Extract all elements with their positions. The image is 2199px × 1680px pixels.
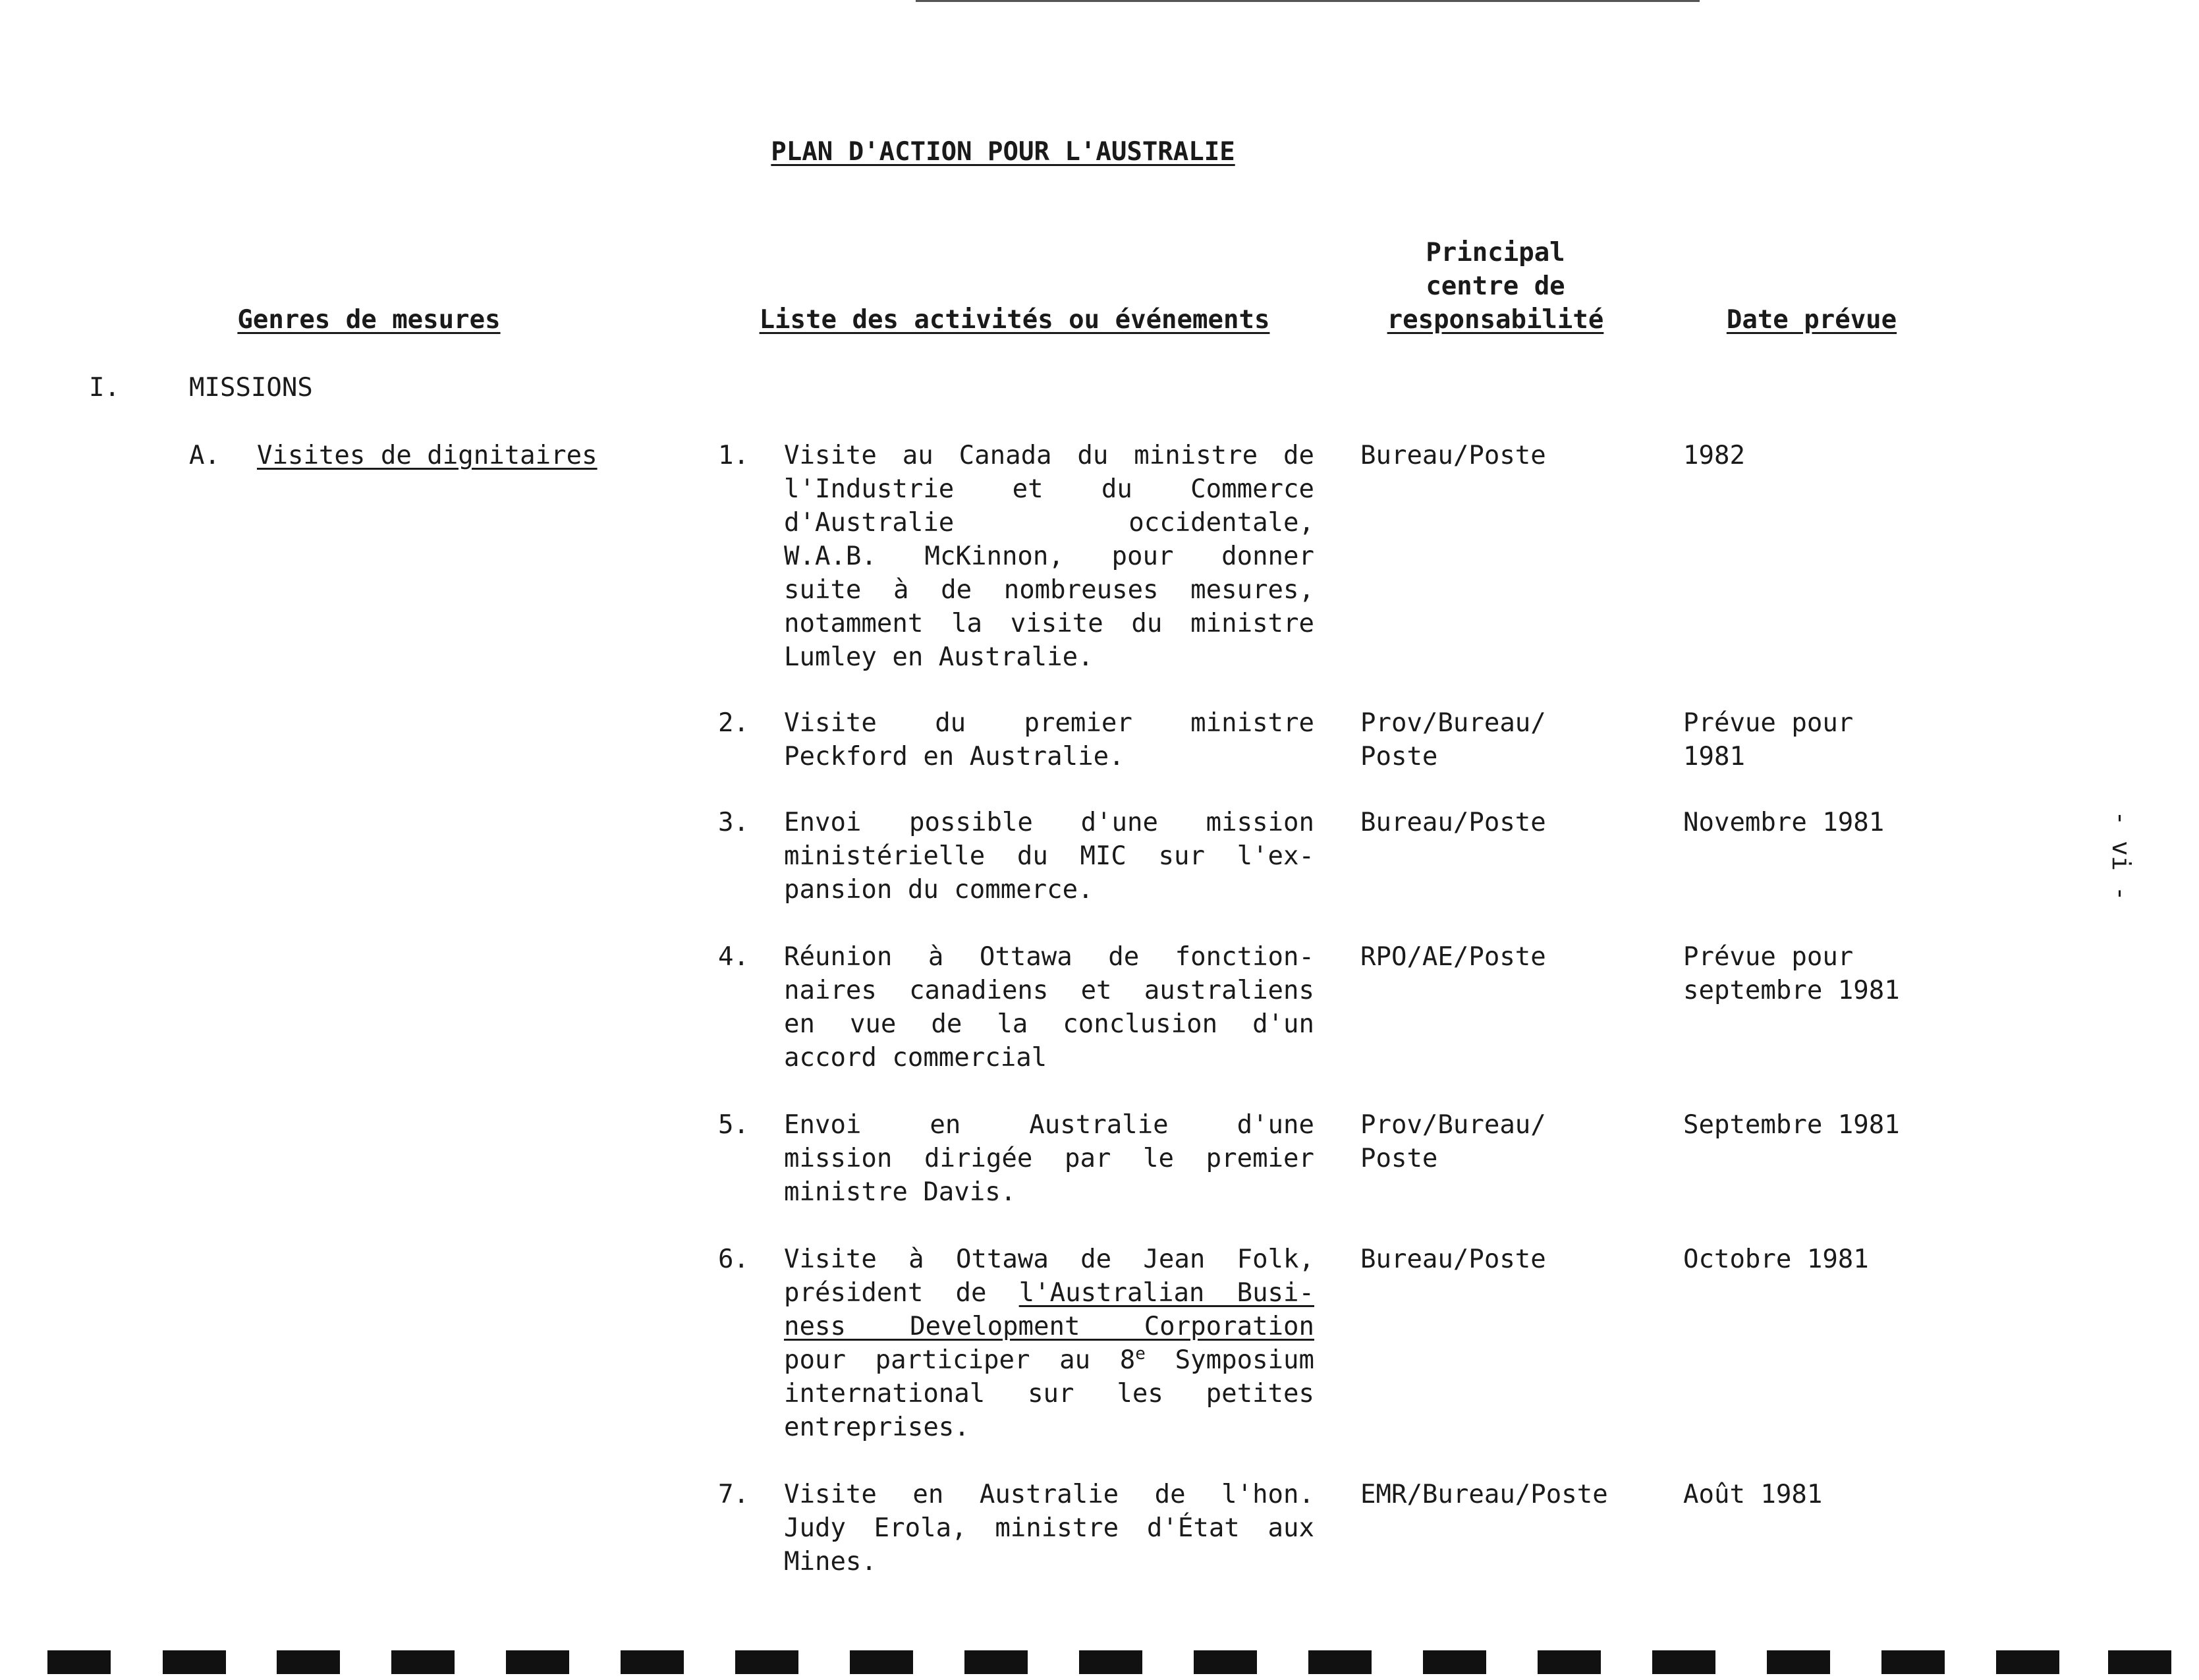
item-line: Visite en Australie de l'hon. xyxy=(784,1480,1314,1509)
date-line: Octobre 1981 xyxy=(1683,1245,1869,1274)
header-responsabilite xyxy=(1344,236,1647,337)
responsibility-line: Bureau/Poste xyxy=(1360,808,1546,837)
item-date xyxy=(1683,1243,1960,1276)
item-line: en vue de la conclusion d'un xyxy=(784,1009,1314,1039)
item-line: ministre Davis. xyxy=(784,1177,1016,1207)
responsibility-line: Prov/Bureau/ xyxy=(1360,708,1546,738)
header-date xyxy=(1686,303,1937,337)
border-dash xyxy=(735,1650,798,1674)
item-line: l'Industrie et du Commerce xyxy=(784,474,1314,504)
item-text xyxy=(784,1108,1314,1209)
border-dash xyxy=(850,1650,913,1674)
item-line: entreprises. xyxy=(784,1413,970,1442)
item-line: W.A.B. McKinnon, pour donner xyxy=(784,542,1314,571)
item-line: mission dirigée par le premier xyxy=(784,1144,1314,1173)
item-text xyxy=(784,940,1314,1075)
border-dash xyxy=(621,1650,684,1674)
responsibility-line: Poste xyxy=(1360,1144,1438,1173)
item-line: ministérielle du MIC sur l'ex- xyxy=(784,841,1314,871)
date-line: Août 1981 xyxy=(1683,1480,1823,1509)
date-line: 1982 xyxy=(1683,441,1745,470)
item-line: Lumley en Australie. xyxy=(784,642,1094,672)
item-line: Visite au Canada du ministre de xyxy=(784,441,1314,470)
item-line: Mines. xyxy=(784,1547,877,1577)
item-text xyxy=(784,706,1314,773)
item-line: d'Australie occidentale, xyxy=(784,508,1314,538)
border-dash xyxy=(1194,1650,1257,1674)
border-dash xyxy=(1538,1650,1601,1674)
border-dash xyxy=(1767,1650,1830,1674)
item-date xyxy=(1683,706,1960,773)
item-responsibility xyxy=(1360,439,1663,472)
item-line: Envoi en Australie d'une xyxy=(784,1110,1314,1140)
date-line: 1981 xyxy=(1683,742,1745,771)
item-date xyxy=(1683,806,1960,839)
header-genres-label: Genres de mesures xyxy=(237,305,501,335)
header-resp-line1: Principal xyxy=(1426,238,1565,267)
item-responsibility xyxy=(1360,1108,1663,1175)
item-line: Visite à Ottawa de Jean Folk, xyxy=(784,1245,1314,1274)
item-line xyxy=(784,1276,1314,1310)
header-date-label: Date prévue xyxy=(1726,305,1897,335)
item-line: Envoi possible d'une mission xyxy=(784,808,1314,837)
page-number xyxy=(2107,804,2136,901)
border-dash xyxy=(964,1650,1028,1674)
header-resp-line3: responsabilité xyxy=(1387,305,1604,335)
responsibility-line: Bureau/Poste xyxy=(1360,441,1546,470)
date-line: Septembre 1981 xyxy=(1683,1110,1900,1140)
item-line: Peckford en Australie. xyxy=(784,742,1125,771)
item-text xyxy=(784,1243,1314,1444)
border-dash xyxy=(47,1650,111,1674)
item-line-part: président de xyxy=(784,1278,1019,1308)
item-responsibility xyxy=(1360,940,1663,974)
subsection-label: Visites de dignitaires xyxy=(257,441,598,470)
subsection-letter: A. xyxy=(189,441,220,470)
responsibility-line: RPO/AE/Poste xyxy=(1360,942,1546,972)
item-line: Visite du premier ministre xyxy=(784,708,1314,738)
responsibility-line: EMR/Bureau/Poste xyxy=(1360,1480,1608,1509)
item-line xyxy=(784,1343,1314,1377)
border-dash xyxy=(277,1650,340,1674)
item-number: 6. xyxy=(718,1245,749,1274)
border-dash xyxy=(1881,1650,1945,1674)
item-responsibility xyxy=(1360,1478,1663,1511)
item-line: accord commercial xyxy=(784,1043,1047,1073)
item-number: 2. xyxy=(718,708,749,738)
company-name-part1: l'Australian Busi- xyxy=(1018,1278,1314,1308)
page-title: PLAN D'ACTION POUR L'AUSTRALIE xyxy=(771,137,1235,167)
item-responsibility xyxy=(1360,1243,1663,1276)
item-line: suite à de nombreuses mesures, xyxy=(784,575,1314,605)
border-dash xyxy=(1996,1650,2059,1674)
item-number: 1. xyxy=(718,441,749,470)
item-line: pansion du commerce. xyxy=(784,875,1094,905)
item-responsibility xyxy=(1360,806,1663,839)
item-date xyxy=(1683,1108,1960,1142)
border-dash xyxy=(506,1650,569,1674)
border-dash xyxy=(163,1650,226,1674)
item-date xyxy=(1683,439,1960,472)
border-dash xyxy=(1308,1650,1372,1674)
item-line: international sur les petites xyxy=(784,1379,1314,1409)
header-resp-line2: centre de xyxy=(1426,271,1565,301)
item-number: 5. xyxy=(718,1110,749,1140)
item-line-part: pour participer au 8 xyxy=(784,1345,1136,1375)
section-numeral: I. xyxy=(89,373,120,403)
page-number-label: - vi - xyxy=(2107,810,2136,901)
superscript: e xyxy=(1135,1344,1146,1364)
item-line-part: Symposium xyxy=(1145,1345,1314,1375)
item-responsibility xyxy=(1360,706,1663,773)
border-dash xyxy=(2108,1650,2171,1674)
header-activites-label: Liste des activités ou événements xyxy=(759,305,1270,335)
responsibility-line: Bureau/Poste xyxy=(1360,1245,1546,1274)
section-label: MISSIONS xyxy=(189,373,313,403)
item-line: notamment la visite du ministre xyxy=(784,609,1314,638)
header-genres xyxy=(198,303,540,337)
border-dash xyxy=(391,1650,455,1674)
item-line: naires canadiens et australiens xyxy=(784,976,1314,1005)
item-date xyxy=(1683,940,1960,1007)
item-text xyxy=(784,1478,1314,1579)
responsibility-line: Prov/Bureau/ xyxy=(1360,1110,1546,1140)
item-number: 3. xyxy=(718,808,749,837)
border-dash xyxy=(1079,1650,1142,1674)
item-date xyxy=(1683,1478,1960,1511)
date-line: septembre 1981 xyxy=(1683,976,1900,1005)
item-text xyxy=(784,806,1314,907)
date-line: Novembre 1981 xyxy=(1683,808,1885,837)
date-line: Prévue pour xyxy=(1683,942,1854,972)
item-number: 7. xyxy=(718,1480,749,1509)
date-line: Prévue pour xyxy=(1683,708,1854,738)
item-line: Judy Erola, ministre d'État aux xyxy=(784,1513,1314,1543)
header-activites xyxy=(725,303,1304,337)
company-name-part2: ness Development Corporation xyxy=(784,1312,1314,1341)
top-rule xyxy=(916,0,1700,2)
item-number: 4. xyxy=(718,942,749,972)
item-text xyxy=(784,439,1314,674)
item-line: Réunion à Ottawa de fonction- xyxy=(784,942,1314,972)
border-dash xyxy=(1423,1650,1486,1674)
border-dash xyxy=(1652,1650,1715,1674)
responsibility-line: Poste xyxy=(1360,742,1438,771)
